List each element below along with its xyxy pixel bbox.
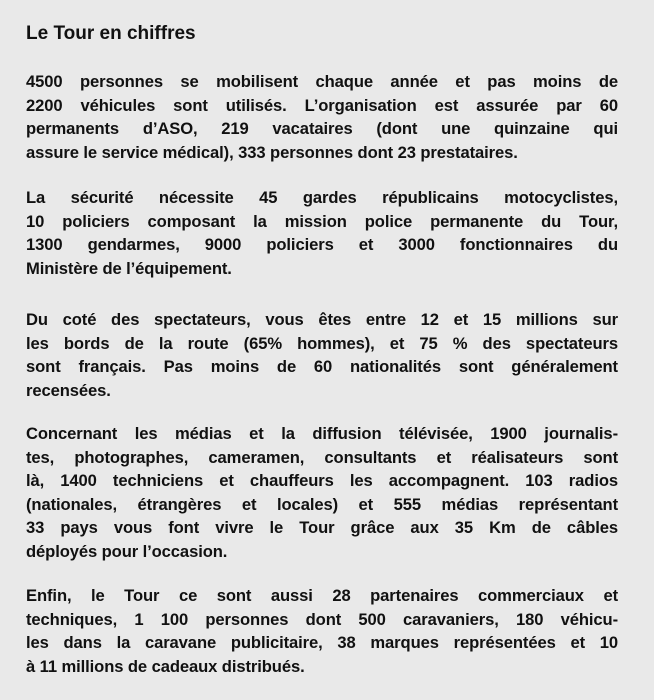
paragraph-line: permanents d’ASO, 219 vacataires (dont une quinzaine qui xyxy=(26,119,618,139)
paragraph-line: 4500 personnes se mobilisent chaque année et pas moins de xyxy=(26,72,618,91)
paragraph-line: 2200 véhicules sont utilisés. L’organisation est assurée par 60 xyxy=(26,95,618,115)
paragraph-line: 33 pays vous font vivre le Tour grâce aux 35 Km de câbles xyxy=(26,518,618,538)
paragraph-line: 10 policiers composant la mission police permanente du Tour, xyxy=(26,211,618,231)
paragraph-staff xyxy=(26,70,618,164)
paragraph-line: Du coté des spectateurs, vous êtes entre 12 et 15 millions sur xyxy=(26,310,618,329)
paragraph-line: La sécurité nécessite 45 gardes républicains motocyclistes, xyxy=(26,188,618,207)
paragraph-line: Ministère de l’équipement. xyxy=(26,258,232,278)
page-title: Le Tour en chiffres xyxy=(26,23,196,44)
paragraph-line: Enfin, le Tour ce sont aussi 28 partenaires commerciaux et xyxy=(26,586,618,605)
paragraph-line: les dans la caravane publicitaire, 38 marques représentées et 10 xyxy=(26,633,618,653)
paragraph-line: déployés pour l’occasion. xyxy=(26,541,228,561)
paragraph-line: sont français. Pas moins de 60 nationalités sont généralement xyxy=(26,357,618,377)
paragraph-partners xyxy=(26,584,618,678)
paragraph-line: là, 1400 techniciens et chauffeurs les accompagnent. 103 radios xyxy=(26,471,618,491)
paragraph-line: les bords de la route (65% hommes), et 75 % des spectateurs xyxy=(26,333,618,353)
paragraph-line: assure le service médical), 333 personnes dont 23 prestataires. xyxy=(26,142,518,162)
paragraph-line: Concernant les médias et la diffusion télévisée, 1900 journalis- xyxy=(26,424,618,443)
paragraph-line: 1300 gendarmes, 9000 policiers et 3000 fonctionnaires du xyxy=(26,235,618,255)
paragraph-line: à 11 millions de cadeaux distribués. xyxy=(26,656,305,676)
paragraph-line: (nationales, étrangères et locales) et 555 médias représentant xyxy=(26,494,618,514)
paragraph-spectators xyxy=(26,308,618,402)
paragraph-line: tes, photographes, cameramen, consultants et réalisateurs sont xyxy=(26,447,618,467)
paragraph-security xyxy=(26,186,618,280)
paragraph-line: techniques, 1 100 personnes dont 500 caravaniers, 180 véhicu- xyxy=(26,609,618,629)
paragraph-media xyxy=(26,422,618,564)
paragraph-line: recensées. xyxy=(26,380,111,400)
